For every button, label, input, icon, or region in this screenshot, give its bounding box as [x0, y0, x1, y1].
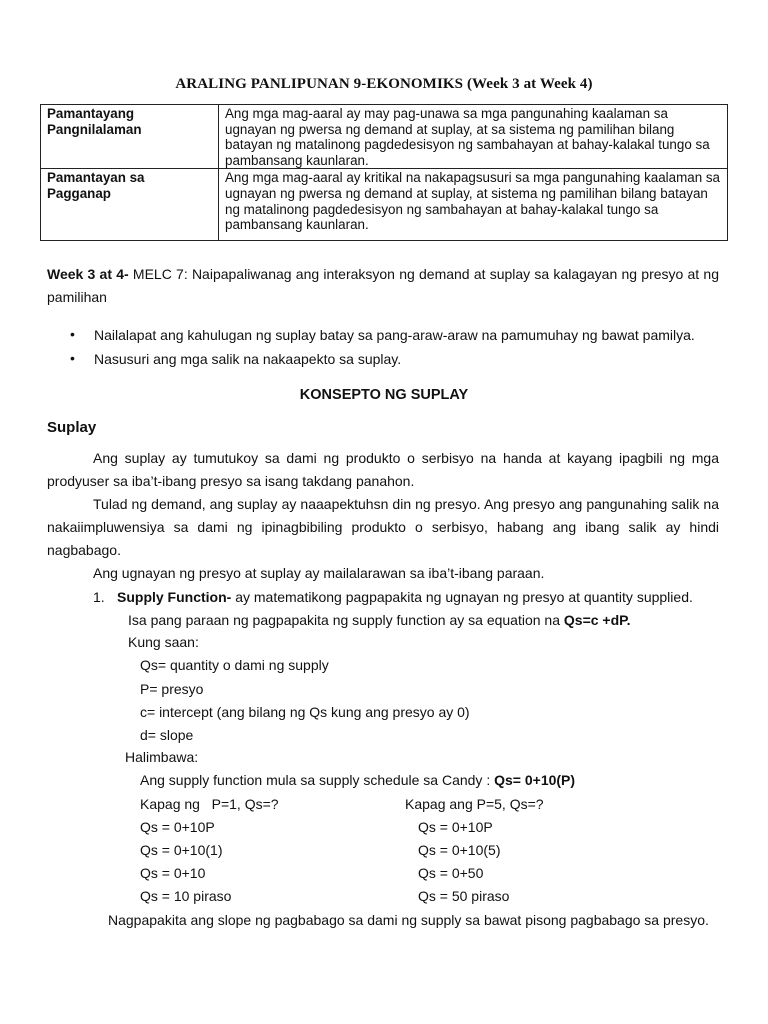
definition: c= intercept (ang bilang ng Qs kung ang presyo ay 0) — [140, 704, 470, 720]
standard-text: Ang mga mag-aaral ay kritikal na nakapagsusuri sa mga pangunahing kaalaman sa ugnayan ng pwersa ng demand at suplay, at sistema ng pamilihan bilang batayan ng matalinong pagdedesisyon ng sambahayan at bahay-kalakal tungo sa pambansang kaunlaran. — [219, 169, 728, 241]
example-step: Qs = 0+10(1) — [140, 842, 223, 858]
table-row — [41, 105, 728, 169]
example-step: Kapag ng P=1, Qs=? — [140, 796, 279, 812]
standard-label: Pamantayan sa Pagganap — [41, 169, 219, 241]
definition: P= presyo — [140, 681, 204, 697]
conclusion: Nagpapakita ang slope ng pagbabago sa dami ng supply sa bawat pisong pagbabago sa presyo. — [108, 912, 709, 928]
equation-line: Isa pang paraan ng pagpapakita ng supply function ay sa equation na Qs=c +dP. — [128, 612, 631, 628]
standard-label: Pamantayang Pangnilalaman — [41, 105, 219, 169]
paragraph: Tulad ng demand, ang suplay ay naaapektuhsn din ng presyo. Ang presyo ang pangunahing salik na nakaiimpluwensiya sa dami ng ipinagbibiling produkto o serbisyo, habang ang ibang salik ay hindi nagbabago. — [47, 496, 719, 558]
bullet-icon: • — [70, 326, 75, 342]
list-number: 1. — [93, 589, 105, 605]
bullet-icon: • — [70, 350, 75, 366]
objective-item: Nasusuri ang mga salik na nakaapekto sa suplay. — [94, 351, 402, 367]
example-step: Qs = 0+10P — [140, 819, 215, 835]
example-step: Qs = 50 piraso — [418, 888, 510, 904]
definition: Qs= quantity o dami ng supply — [140, 657, 329, 673]
paragraph: Ang suplay ay tumutukoy sa dami ng produkto o serbisyo na handa at kayang ipagbili ng mga prodyuser sa iba’t-ibang presyo sa isang takdang panahon. — [47, 450, 719, 489]
table-row — [41, 169, 728, 241]
subheading: Suplay — [47, 419, 97, 436]
example-step: Kapag ang P=5, Qs=? — [405, 796, 544, 812]
list-item: Supply Function- ay matematikong pagpapakita ng ugnayan ng presyo at quantity supplied. — [117, 589, 693, 605]
example-step: Qs = 0+10 — [140, 865, 206, 881]
example-step: Qs = 0+50 — [418, 865, 484, 881]
section-title: KONSEPTO NG SUPLAY — [299, 387, 469, 403]
document-title: ARALING PANLIPUNAN 9-EKONOMIKS (Week 3 at Week 4) — [175, 76, 593, 92]
example-step: Qs = 0+10(5) — [418, 842, 501, 858]
melc-statement: Week 3 at 4- MELC 7: Naipapaliwanag ang interaksyon ng demand at suplay sa kalagayan ng presyo at ng pamilihan — [47, 266, 719, 305]
standard-text: Ang mga mag-aaral ay may pag-unawa sa mga pangunahing kaalaman sa ugnayan ng pwersa ng demand at suplay, at sa sistema ng pamilihan bilang batayan ng matalinong pagdedesisyon ng sambahayan at bahay-kalakal tungo sa pambansang kaunlaran. — [219, 105, 728, 169]
definition: d= slope — [140, 727, 194, 743]
example-step: Qs = 10 piraso — [140, 888, 232, 904]
where-label: Kung saan: — [128, 634, 199, 650]
paragraph: Ang ugnayan ng presyo at suplay ay mailalarawan sa iba’t-ibang paraan. — [93, 565, 545, 581]
objective-item: Nailalapat ang kahulugan ng suplay batay sa pang-araw-araw na pamumuhay ng bawat pamilya. — [94, 327, 695, 343]
example-intro: Ang supply function mula sa supply schedule sa Candy : Qs= 0+10(P) — [140, 772, 576, 788]
standards-table — [40, 104, 728, 241]
example-label: Halimbawa: — [125, 749, 199, 765]
example-step: Qs = 0+10P — [418, 819, 493, 835]
